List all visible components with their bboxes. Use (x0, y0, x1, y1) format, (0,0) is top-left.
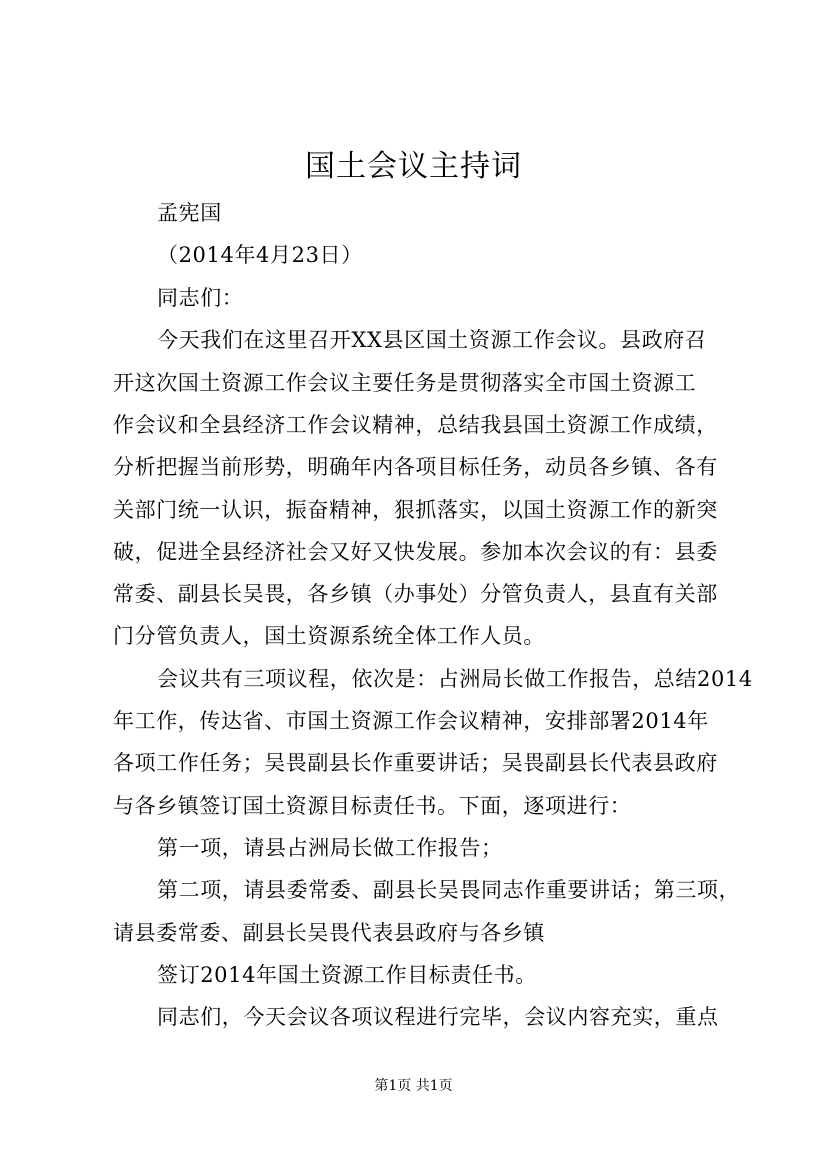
body-line: 第二项，请县委常委、副县长吴畏同志作重要讲话；第三项， (157, 878, 741, 902)
body-line: 签订2014年国土资源工作目标责任书。 (157, 963, 537, 987)
page-number-footer: 第1页 共1页 (374, 1078, 453, 1094)
body-line: 第一项，请县占洲局长做工作报告； (157, 836, 503, 860)
body-line: 与各乡镇签订国土资源目标责任书。下面，逐项进行： (113, 794, 632, 818)
body-line: 作会议和全县经济工作会议精神，总结我县国土资源工作成绩， (113, 413, 718, 437)
body-line: 请县委常委、副县长吴畏代表县政府与各乡镇 (113, 921, 545, 945)
body-line: 关部门统一认识，振奋精神，狠抓落实，以国土资源工作的新突 (113, 498, 718, 522)
document-title: 国土会议主持词 (305, 149, 522, 184)
body-line: 破，促进全县经济社会又好又快发展。参加本次会议的有：县委 (113, 540, 718, 564)
date-line: （2014年4月23日） (157, 243, 363, 267)
body-line: 各项工作任务；吴畏副县长作重要讲话；吴畏副县长代表县政府 (113, 751, 718, 775)
body-line: 开这次国土资源工作会议主要任务是贯彻落实全市国土资源工 (113, 371, 697, 395)
body-line: 门分管负责人，国土资源系统全体工作人员。 (113, 624, 545, 648)
body-line: 会议共有三项议程，依次是：占洲局长做工作报告，总结2014 (157, 667, 753, 691)
author-line: 孟宪国 (157, 201, 222, 225)
body-line: 分析把握当前形势，明确年内各项目标任务，动员各乡镇、各有 (113, 455, 718, 479)
body-line: 年工作，传达省、市国土资源工作会议精神，安排部署2014年 (113, 709, 709, 733)
body-line: 常委、副县长吴畏，各乡镇（办事处）分管负责人，县直有关部 (113, 582, 718, 606)
body-line: 同志们，今天会议各项议程进行完毕，会议内容充实，重点 (157, 1005, 719, 1029)
salutation: 同志们： (157, 286, 244, 310)
body-line: 今天我们在这里召开XX县区国土资源工作会议。县政府召 (157, 328, 707, 352)
